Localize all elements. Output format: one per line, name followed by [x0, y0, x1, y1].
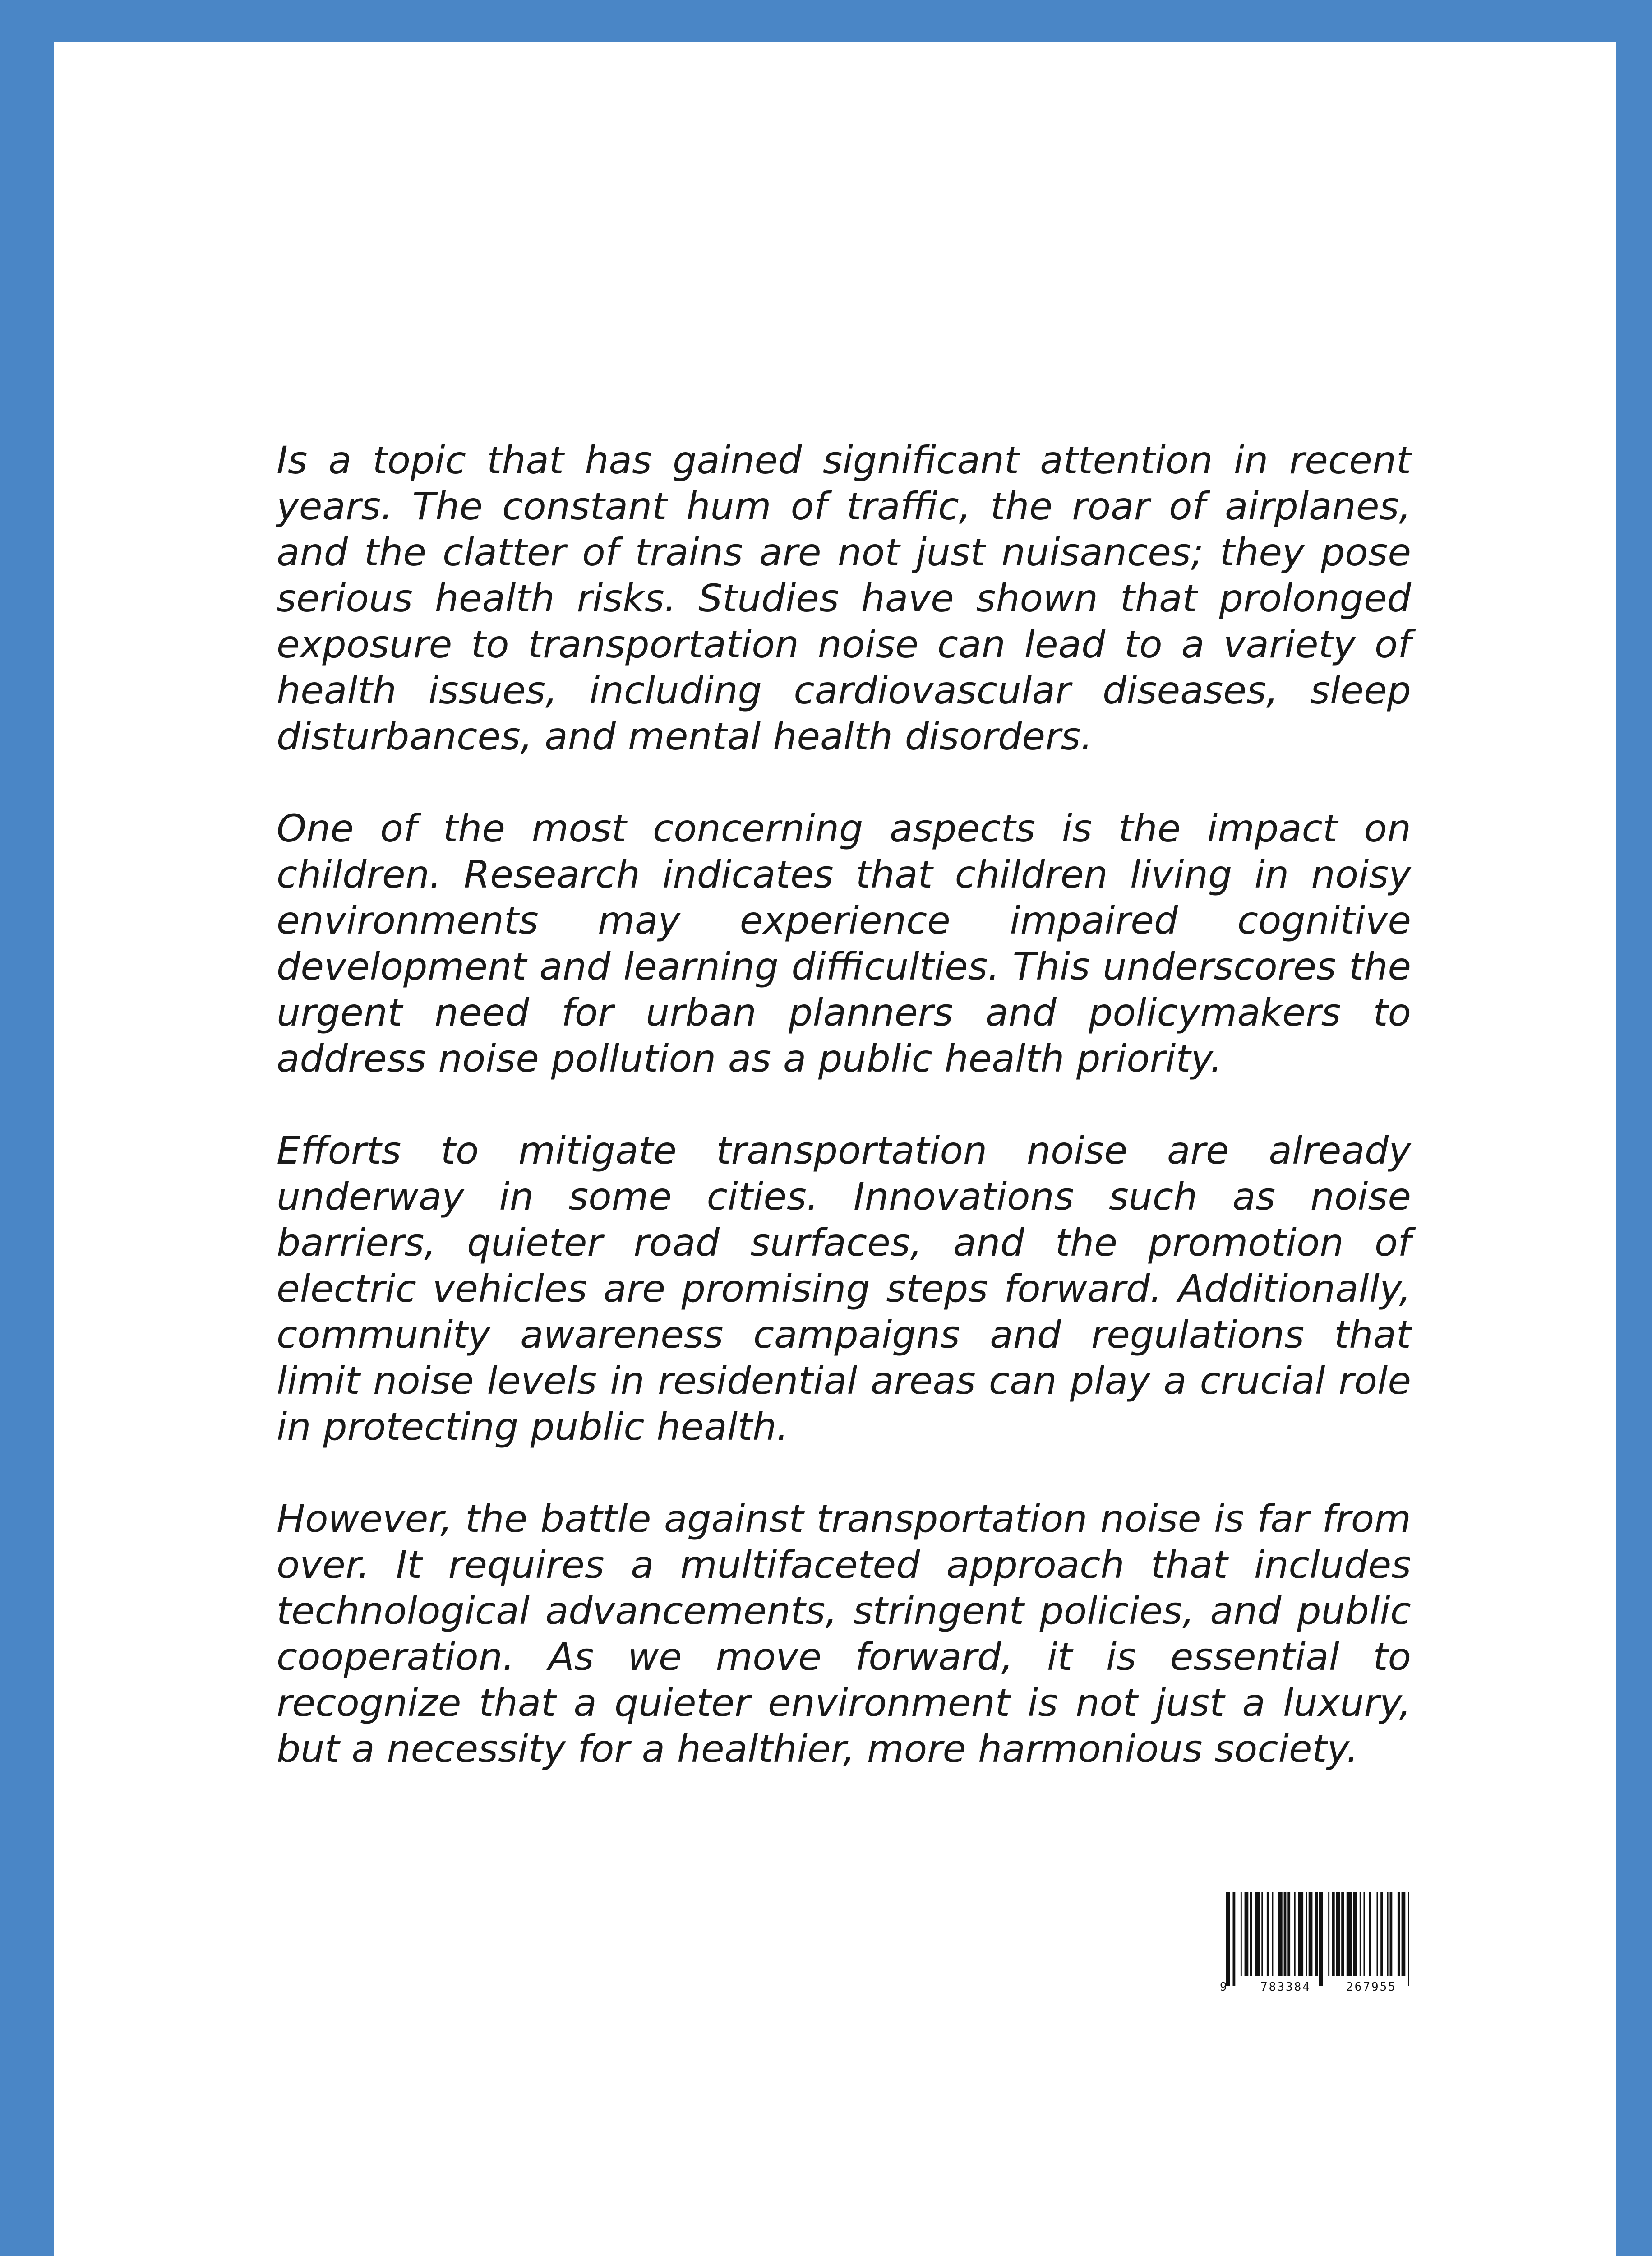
- barcode-bar: [1369, 1892, 1371, 1976]
- barcode-bar: [1336, 1892, 1340, 1976]
- barcode-bar: [1272, 1892, 1274, 1976]
- barcode-bar: [1315, 1892, 1318, 1976]
- barcode-bar: [1328, 1892, 1329, 1976]
- barcode-bar: [1319, 1892, 1323, 1986]
- barcode-bar: [1398, 1892, 1400, 1976]
- barcode-bar: [1267, 1892, 1269, 1976]
- barcode-bar: [1261, 1892, 1263, 1976]
- barcode-bar: [1353, 1892, 1357, 1976]
- barcode-prefix: 9: [1220, 1980, 1227, 1994]
- barcode-bar: [1341, 1892, 1344, 1976]
- barcode-bar: [1255, 1892, 1260, 1976]
- barcode-bar: [1360, 1892, 1361, 1976]
- barcode-bar: [1309, 1892, 1313, 1976]
- barcode-bar: [1278, 1892, 1283, 1976]
- barcode-bar: [1347, 1892, 1352, 1976]
- barcode-bar: [1377, 1892, 1378, 1976]
- barcode-bar: [1250, 1892, 1252, 1976]
- barcode-bar: [1364, 1892, 1365, 1976]
- barcode-bar: [1294, 1892, 1296, 1976]
- barcode-bar: [1245, 1892, 1249, 1976]
- barcode-bars: [1226, 1892, 1409, 1986]
- barcode-bar: [1287, 1892, 1290, 1976]
- barcode-right-digits: 267955: [1346, 1980, 1397, 1994]
- paragraph-4: However, the battle against transportation noise is far from over. It requires a multifaceted approach that includes technological advancements, stringent policies, and public cooperation. As we move forward, it is essential to recognize that a quieter environment is not just a luxury, but a necessity for a healthier, more harmonious society.: [277, 1497, 1411, 1771]
- paragraph-3: Efforts to mitigate transportation noise are already underway in some cities. Innovations such as noise barriers, quieter road surfaces, and the promotion of electric vehicles are promising steps forward. Additionally, community awareness campaigns and regulations that limit noise levels in residential areas can play a crucial role in protecting public health.: [277, 1128, 1411, 1449]
- barcode-bar: [1233, 1892, 1236, 1986]
- paragraph-1: Is a topic that has gained significant attention in recent years. The constant hum of traffic, the roar of airplanes, and the clatter of trains are not just nuisances; they pose serious health risks. Studies have shown that prolonged exposure to transportation noise can lead to a variety of health issues, including cardiovascular diseases, sleep disturbances, and mental health disorders.: [277, 438, 1411, 758]
- barcode-bar: [1408, 1892, 1409, 1986]
- barcode-bar: [1387, 1892, 1389, 1976]
- barcode-bar: [1380, 1892, 1383, 1976]
- barcode-bar: [1241, 1892, 1242, 1976]
- body-text: [277, 437, 1411, 1772]
- barcode-bar: [1402, 1892, 1406, 1976]
- barcode-bar: [1226, 1892, 1230, 1986]
- barcode-bar: [1306, 1892, 1307, 1976]
- barcode-bar: [1390, 1892, 1393, 1976]
- barcode-graphic: [1218, 1892, 1430, 1994]
- back-cover-page: [54, 42, 1616, 2256]
- barcode-bar: [1332, 1892, 1335, 1976]
- barcode-bar: [1284, 1892, 1287, 1976]
- barcode-left-digits: 783384: [1260, 1980, 1311, 1994]
- barcode-bar: [1298, 1892, 1304, 1976]
- paragraph-2: One of the most concerning aspects is the impact on children. Research indicates that children living in noisy environments may experience impaired cognitive development and learning difficulties. This underscores the urgent need for urban planners and policymakers to address noise pollution as a public health priority.: [277, 806, 1411, 1081]
- isbn-barcode: [1218, 1892, 1430, 1994]
